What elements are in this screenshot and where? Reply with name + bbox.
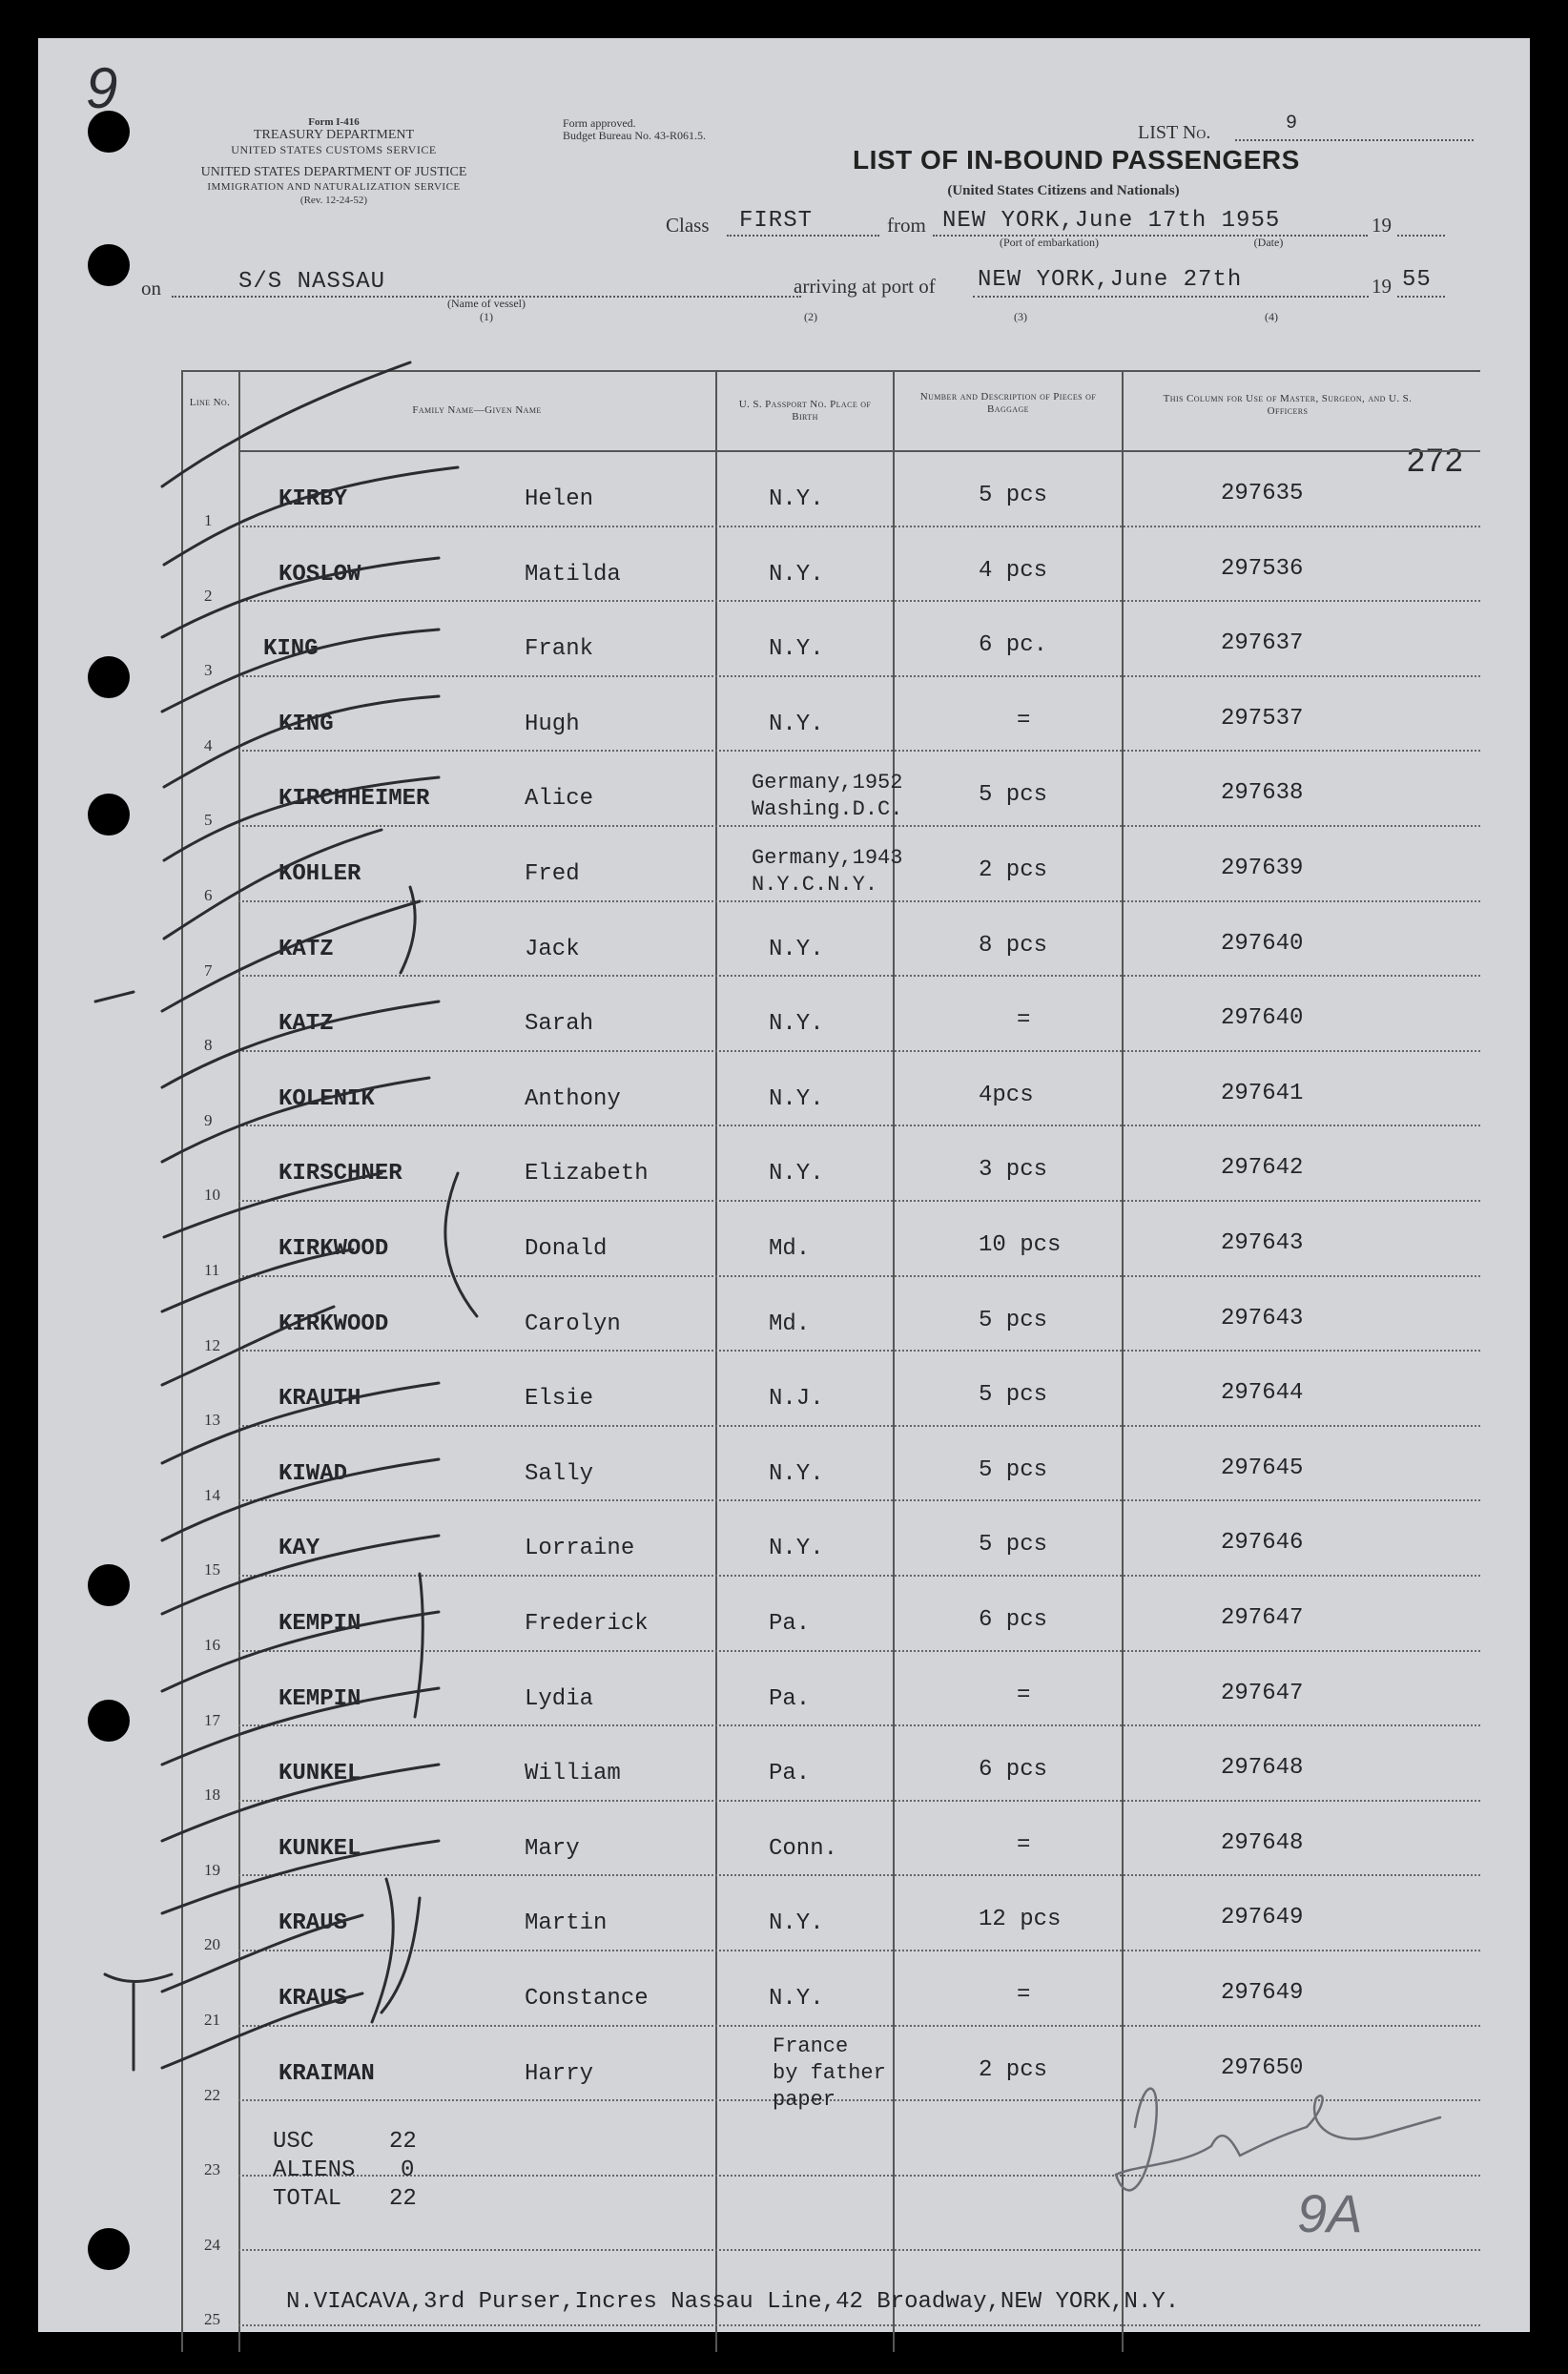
officer-number: 297644 xyxy=(1221,1380,1304,1407)
given-name: Lorraine xyxy=(525,1536,635,1562)
place-of-birth: N.Y. xyxy=(769,1910,824,1937)
caption-2: (2) xyxy=(804,310,817,323)
family-name: KIRKWOOD xyxy=(279,1311,389,1337)
given-name: Donald xyxy=(525,1236,608,1262)
given-name: Alice xyxy=(525,786,594,813)
document-page xyxy=(38,38,1530,2332)
given-name: Fred xyxy=(525,861,580,887)
class-value: FIRST xyxy=(739,208,814,234)
family-name: KING xyxy=(279,711,334,737)
line-number: 21 xyxy=(204,2011,220,2029)
ins-service: IMMIGRATION AND NATURALIZATION SERVICE xyxy=(207,181,461,193)
baggage: 5 pcs xyxy=(979,1307,1048,1333)
line-number: 19 xyxy=(204,1860,220,1879)
place-of-birth: N.Y. xyxy=(769,1085,824,1112)
line-number: 22 xyxy=(204,2085,220,2104)
given-name: Hugh xyxy=(525,711,580,737)
year-value-2: 55 xyxy=(1402,267,1432,293)
baggage: 12 pcs xyxy=(979,1907,1062,1933)
header-line-no: Line No. xyxy=(189,397,231,408)
place-of-birth: N.Y. xyxy=(769,1986,824,2012)
given-name: William xyxy=(525,1761,621,1787)
family-name: KAY xyxy=(279,1536,320,1562)
signature-note: 9A xyxy=(1297,2183,1363,2243)
family-name: KIRCHHEIMER xyxy=(279,786,430,813)
place-of-birth: N.Y. xyxy=(769,561,824,588)
family-name: KOLENIK xyxy=(279,1085,375,1112)
officer-number: 297642 xyxy=(1221,1155,1304,1182)
purser-footer: N.VIACAVA,3rd Purser,Incres Nassau Line,42 Broadway,NEW YORK,N.Y. xyxy=(286,2289,1180,2315)
vessel-value: S/S NASSAU xyxy=(238,269,386,295)
page-subtitle: (United States Citizens and Nationals) xyxy=(947,183,1180,198)
baggage: 5 pcs xyxy=(979,1532,1048,1559)
officer-number: 297537 xyxy=(1221,705,1304,732)
handwritten-checkmarks xyxy=(38,38,1530,2332)
officer-number: 297536 xyxy=(1221,555,1304,582)
family-name: KOHLER xyxy=(279,861,361,887)
year-prefix-2: 19 xyxy=(1372,275,1392,298)
baggage: = xyxy=(1017,1982,1031,2008)
officer-number: 297645 xyxy=(1221,1455,1304,1481)
line-number: 25 xyxy=(204,2310,220,2329)
line-number: 12 xyxy=(204,1335,220,1354)
baggage: = xyxy=(1017,707,1031,733)
on-label: on xyxy=(141,277,161,299)
place-of-birth: N.Y. xyxy=(769,486,824,512)
officer-number: 297641 xyxy=(1221,1080,1304,1106)
place-of-birth: N.Y. xyxy=(769,1536,824,1562)
caption-1: (1) xyxy=(480,310,493,323)
line-number: 1 xyxy=(204,511,213,529)
total-label: TOTAL xyxy=(273,2186,342,2212)
line-number: 17 xyxy=(204,1710,220,1729)
officer-number: 297648 xyxy=(1221,1755,1304,1782)
given-name: Mary xyxy=(525,1835,580,1862)
arriving-label: arriving at port of xyxy=(794,275,936,298)
place-of-birth: N.Y. xyxy=(769,1460,824,1487)
from-label: from xyxy=(887,214,926,237)
header-officers: This Column for Use of Master, Surgeon, and U. S. Officers xyxy=(1163,393,1413,418)
baggage: 6 pcs xyxy=(979,1607,1048,1633)
given-name: Matilda xyxy=(525,561,621,588)
line-number: 13 xyxy=(204,1411,220,1430)
place-of-birth: Pa. xyxy=(769,1611,811,1637)
officer-number: 297647 xyxy=(1221,1680,1304,1706)
place-of-birth: Pa. xyxy=(769,1685,811,1712)
place-of-birth: France xyxy=(773,2033,849,2058)
side-number: 272 xyxy=(1407,443,1464,479)
caption-4: (4) xyxy=(1265,310,1278,323)
handwritten-page-mark: 9 xyxy=(86,56,118,120)
line-number: 15 xyxy=(204,1560,220,1579)
family-name: KUNKEL xyxy=(279,1835,361,1862)
family-name: KOSLOW xyxy=(279,561,361,588)
place-of-birth: Germany,1952 xyxy=(752,771,903,795)
given-name: Lydia xyxy=(525,1685,594,1712)
place-of-birth: Pa. xyxy=(769,1761,811,1787)
line-number: 14 xyxy=(204,1485,220,1504)
place-of-birth: Germany,1943 xyxy=(752,846,903,870)
family-name: KUNKEL xyxy=(279,1761,361,1787)
place-of-birth-2: N.Y.C.N.Y. xyxy=(752,873,878,897)
baggage: 4 pcs xyxy=(979,557,1048,584)
caption-3: (3) xyxy=(1014,310,1027,323)
baggage: 5 pcs xyxy=(979,1456,1048,1483)
family-name: KIRBY xyxy=(279,486,348,512)
family-name: KRAIMAN xyxy=(279,2060,375,2087)
line-number: 2 xyxy=(204,586,213,605)
usc-value: 22 xyxy=(389,2129,417,2155)
line-number: 16 xyxy=(204,1636,220,1654)
line-number: 24 xyxy=(204,2235,220,2254)
year-prefix-1: 19 xyxy=(1372,214,1392,237)
justice-department: UNITED STATES DEPARTMENT OF JUSTICE xyxy=(200,165,467,179)
line-number: 11 xyxy=(204,1261,220,1279)
given-name: Jack xyxy=(525,936,580,962)
place-of-birth: N.Y. xyxy=(769,711,824,737)
given-name: Elsie xyxy=(525,1386,594,1413)
place-of-birth: N.J. xyxy=(769,1386,824,1413)
class-label: Class xyxy=(666,214,710,237)
family-name: KATZ xyxy=(279,1011,334,1038)
page-title: LIST OF IN-BOUND PASSENGERS xyxy=(853,145,1300,175)
date-caption: (Date) xyxy=(1253,236,1284,249)
place-of-birth: Md. xyxy=(769,1311,811,1337)
officer-number: 297647 xyxy=(1221,1605,1304,1631)
line-number: 23 xyxy=(204,2160,220,2179)
vessel-caption: (Name of vessel) xyxy=(447,297,526,310)
given-name: Frederick xyxy=(525,1611,649,1637)
baggage: = xyxy=(1017,1831,1031,1858)
baggage: 4pcs xyxy=(979,1082,1034,1108)
header-baggage: Number and Description of Pieces of Baggage xyxy=(919,391,1097,416)
officer-number: 297648 xyxy=(1221,1829,1304,1856)
place-of-birth: N.Y. xyxy=(769,936,824,962)
given-name: Elizabeth xyxy=(525,1161,649,1187)
baggage: 2 pcs xyxy=(979,857,1048,883)
baggage: 5 pcs xyxy=(979,483,1048,508)
line-number: 7 xyxy=(204,960,213,980)
baggage: 3 pcs xyxy=(979,1157,1048,1184)
officer-number: 297646 xyxy=(1221,1530,1304,1557)
place-of-birth-3: paper xyxy=(773,2087,836,2112)
place-of-birth: N.Y. xyxy=(769,1011,824,1038)
line-number: 9 xyxy=(204,1110,213,1129)
line-number: 10 xyxy=(204,1186,220,1205)
baggage: 6 pcs xyxy=(979,1757,1048,1784)
given-name: Anthony xyxy=(525,1085,621,1112)
aliens-label: ALIENS xyxy=(273,2157,356,2183)
place-of-birth-2: by father xyxy=(773,2060,886,2085)
baggage: 5 pcs xyxy=(979,1382,1048,1409)
place-of-birth-2: Washing.D.C. xyxy=(752,797,903,822)
officer-number: 297639 xyxy=(1221,856,1304,881)
officer-number: 297638 xyxy=(1221,780,1304,807)
family-name: KEMPIN xyxy=(279,1685,361,1712)
treasury-department: TREASURY DEPARTMENT xyxy=(253,128,415,142)
place-of-birth: N.Y. xyxy=(769,636,824,663)
line-number: 8 xyxy=(204,1036,213,1055)
aliens-value: 0 xyxy=(401,2157,415,2183)
officer-number: 297640 xyxy=(1221,1005,1304,1032)
line-number: 5 xyxy=(204,811,213,830)
form-number: Form I-416 xyxy=(308,116,360,128)
total-value: 22 xyxy=(389,2186,417,2212)
family-name: KIRKWOOD xyxy=(279,1236,389,1262)
officer-number: 297637 xyxy=(1221,630,1304,657)
baggage: 10 pcs xyxy=(979,1232,1062,1258)
baggage: 2 pcs xyxy=(979,2056,1048,2083)
given-name: Frank xyxy=(525,636,594,663)
baggage: = xyxy=(1017,1007,1031,1034)
header-name: Family Name—Given Name xyxy=(412,404,542,416)
place-of-birth: Md. xyxy=(769,1236,811,1262)
given-name: Helen xyxy=(525,486,594,512)
form-approved: Form approved. xyxy=(563,116,636,130)
place-of-birth: Conn. xyxy=(769,1835,838,1862)
officer-number: 297643 xyxy=(1221,1230,1304,1256)
budget-bureau: Budget Bureau No. 43-R061.5. xyxy=(563,129,706,142)
officer-number: 297650 xyxy=(1221,2054,1304,2081)
line-number: 3 xyxy=(204,661,213,680)
line-number: 20 xyxy=(204,1935,220,1954)
list-no-value: 9 xyxy=(1286,113,1299,134)
baggage: = xyxy=(1017,1682,1031,1708)
given-name: Sally xyxy=(525,1460,594,1487)
from-value: NEW YORK,June 17th 1955 xyxy=(942,208,1281,234)
header-passport: U. S. Passport No. Place of Birth xyxy=(738,399,872,423)
given-name: Martin xyxy=(525,1910,608,1937)
port-embark-caption: (Port of embarkation) xyxy=(1000,236,1099,249)
baggage: 8 pcs xyxy=(979,932,1048,959)
baggage: 6 pc. xyxy=(979,632,1048,659)
given-name: Carolyn xyxy=(525,1311,621,1337)
given-name: Harry xyxy=(525,2060,594,2087)
given-name: Constance xyxy=(525,1986,649,2012)
customs-service: UNITED STATES CUSTOMS SERVICE xyxy=(231,143,437,156)
usc-label: USC xyxy=(273,2129,315,2155)
officer-number: 297649 xyxy=(1221,1980,1304,2006)
list-no-label: LIST No. xyxy=(1138,122,1211,143)
line-number: 6 xyxy=(204,886,213,904)
arriving-value: NEW YORK,June 27th xyxy=(978,267,1243,293)
family-name: KRAUTH xyxy=(279,1386,361,1413)
family-name: KIRSCHNER xyxy=(279,1161,402,1187)
line-number: 4 xyxy=(204,735,213,754)
family-name: KEMPIN xyxy=(279,1611,361,1637)
family-name: KRAUS xyxy=(279,1910,348,1937)
place-of-birth: N.Y. xyxy=(769,1161,824,1187)
family-name: KIWAD xyxy=(279,1460,348,1487)
given-name: Sarah xyxy=(525,1011,594,1038)
family-name: KRAUS xyxy=(279,1986,348,2012)
baggage: 5 pcs xyxy=(979,782,1048,809)
family-name: KATZ xyxy=(279,936,334,962)
officer-number: 297640 xyxy=(1221,930,1304,957)
officer-number: 297635 xyxy=(1221,481,1304,506)
officer-number: 297649 xyxy=(1221,1905,1304,1931)
family-name: KING xyxy=(263,636,319,663)
line-number: 18 xyxy=(204,1786,220,1805)
officer-number: 297643 xyxy=(1221,1305,1304,1332)
revision-date: (Rev. 12-24-52) xyxy=(299,195,368,206)
